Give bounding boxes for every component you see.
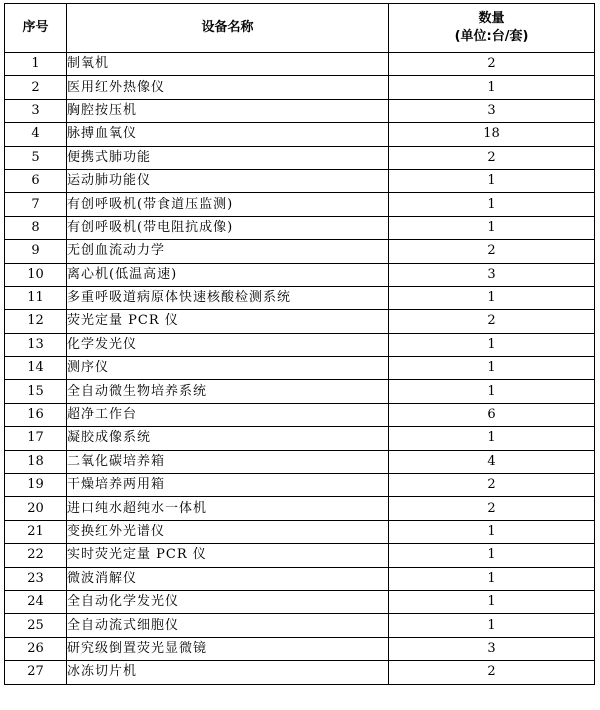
cell-equipment-name: 微波消解仪 bbox=[67, 567, 389, 590]
table-row bbox=[5, 333, 595, 356]
cell-serial-number: 1 bbox=[5, 53, 67, 76]
cell-serial-number: 24 bbox=[5, 590, 67, 613]
cell-quantity: 1 bbox=[389, 193, 595, 216]
cell-equipment-name: 脉搏血氧仪 bbox=[67, 123, 389, 146]
table-row bbox=[5, 520, 595, 543]
table-row bbox=[5, 286, 595, 309]
table-row bbox=[5, 450, 595, 473]
cell-serial-number: 19 bbox=[5, 474, 67, 497]
cell-equipment-name: 无创血流动力学 bbox=[67, 240, 389, 263]
cell-quantity: 1 bbox=[389, 520, 595, 543]
cell-serial-number: 26 bbox=[5, 637, 67, 660]
cell-quantity: 2 bbox=[389, 474, 595, 497]
header-equipment-name: 设备名称 bbox=[67, 4, 389, 53]
cell-quantity: 1 bbox=[389, 380, 595, 403]
cell-quantity: 6 bbox=[389, 403, 595, 426]
cell-serial-number: 6 bbox=[5, 169, 67, 192]
table-row bbox=[5, 403, 595, 426]
table-row bbox=[5, 661, 595, 684]
cell-quantity: 3 bbox=[389, 263, 595, 286]
cell-quantity: 1 bbox=[389, 169, 595, 192]
header-row bbox=[5, 4, 595, 53]
cell-quantity: 1 bbox=[389, 76, 595, 99]
cell-quantity: 1 bbox=[389, 614, 595, 637]
header-quantity-unit: (单位:台/套) bbox=[454, 29, 529, 44]
table-row bbox=[5, 193, 595, 216]
cell-equipment-name: 全自动流式细胞仪 bbox=[67, 614, 389, 637]
table-header bbox=[5, 4, 595, 53]
cell-serial-number: 27 bbox=[5, 661, 67, 684]
cell-serial-number: 9 bbox=[5, 240, 67, 263]
cell-serial-number: 7 bbox=[5, 193, 67, 216]
table-body bbox=[5, 53, 595, 685]
table-row bbox=[5, 427, 595, 450]
cell-serial-number: 2 bbox=[5, 76, 67, 99]
table-row bbox=[5, 123, 595, 146]
cell-equipment-name: 研究级倒置荧光显微镜 bbox=[67, 637, 389, 660]
cell-quantity: 2 bbox=[389, 53, 595, 76]
header-quantity bbox=[389, 4, 595, 53]
cell-serial-number: 13 bbox=[5, 333, 67, 356]
table-row bbox=[5, 497, 595, 520]
cell-equipment-name: 冰冻切片机 bbox=[67, 661, 389, 684]
table-row bbox=[5, 637, 595, 660]
cell-equipment-name: 全自动微生物培养系统 bbox=[67, 380, 389, 403]
cell-serial-number: 15 bbox=[5, 380, 67, 403]
table-row bbox=[5, 567, 595, 590]
cell-serial-number: 5 bbox=[5, 146, 67, 169]
cell-equipment-name: 实时荧光定量 PCR 仪 bbox=[67, 544, 389, 567]
cell-quantity: 2 bbox=[389, 146, 595, 169]
cell-equipment-name: 医用红外热像仪 bbox=[67, 76, 389, 99]
cell-quantity: 1 bbox=[389, 286, 595, 309]
table-row bbox=[5, 310, 595, 333]
cell-serial-number: 14 bbox=[5, 357, 67, 380]
cell-quantity: 3 bbox=[389, 637, 595, 660]
cell-equipment-name: 有创呼吸机(带食道压监测) bbox=[67, 193, 389, 216]
cell-quantity: 2 bbox=[389, 661, 595, 684]
cell-quantity: 2 bbox=[389, 240, 595, 263]
cell-serial-number: 3 bbox=[5, 99, 67, 122]
cell-quantity: 1 bbox=[389, 544, 595, 567]
cell-serial-number: 25 bbox=[5, 614, 67, 637]
cell-serial-number: 8 bbox=[5, 216, 67, 239]
table-row bbox=[5, 614, 595, 637]
cell-equipment-name: 胸腔按压机 bbox=[67, 99, 389, 122]
cell-serial-number: 20 bbox=[5, 497, 67, 520]
cell-serial-number: 22 bbox=[5, 544, 67, 567]
header-quantity-label: 数量 bbox=[478, 11, 505, 26]
cell-serial-number: 11 bbox=[5, 286, 67, 309]
cell-quantity: 4 bbox=[389, 450, 595, 473]
cell-equipment-name: 凝胶成像系统 bbox=[67, 427, 389, 450]
table-row bbox=[5, 216, 595, 239]
cell-equipment-name: 干燥培养两用箱 bbox=[67, 474, 389, 497]
table-row bbox=[5, 169, 595, 192]
table-row bbox=[5, 76, 595, 99]
cell-serial-number: 18 bbox=[5, 450, 67, 473]
cell-equipment-name: 离心机(低温高速) bbox=[67, 263, 389, 286]
cell-quantity: 1 bbox=[389, 590, 595, 613]
table-row bbox=[5, 263, 595, 286]
table-row bbox=[5, 146, 595, 169]
cell-equipment-name: 制氧机 bbox=[67, 53, 389, 76]
table-row bbox=[5, 53, 595, 76]
table-row bbox=[5, 357, 595, 380]
cell-equipment-name: 全自动化学发光仪 bbox=[67, 590, 389, 613]
header-serial-number: 序号 bbox=[5, 4, 67, 53]
cell-equipment-name: 测序仪 bbox=[67, 357, 389, 380]
cell-quantity: 18 bbox=[389, 123, 595, 146]
cell-equipment-name: 荧光定量 PCR 仪 bbox=[67, 310, 389, 333]
table-row bbox=[5, 380, 595, 403]
cell-equipment-name: 超净工作台 bbox=[67, 403, 389, 426]
cell-quantity: 2 bbox=[389, 310, 595, 333]
table-row bbox=[5, 544, 595, 567]
table-row bbox=[5, 474, 595, 497]
cell-quantity: 1 bbox=[389, 216, 595, 239]
cell-equipment-name: 多重呼吸道病原体快速核酸检测系统 bbox=[67, 286, 389, 309]
cell-serial-number: 10 bbox=[5, 263, 67, 286]
cell-serial-number: 12 bbox=[5, 310, 67, 333]
cell-equipment-name: 运动肺功能仪 bbox=[67, 169, 389, 192]
cell-quantity: 1 bbox=[389, 357, 595, 380]
cell-quantity: 1 bbox=[389, 427, 595, 450]
cell-serial-number: 4 bbox=[5, 123, 67, 146]
table-row bbox=[5, 99, 595, 122]
cell-quantity: 1 bbox=[389, 333, 595, 356]
cell-serial-number: 16 bbox=[5, 403, 67, 426]
cell-equipment-name: 进口纯水超纯水一体机 bbox=[67, 497, 389, 520]
cell-equipment-name: 化学发光仪 bbox=[67, 333, 389, 356]
cell-serial-number: 21 bbox=[5, 520, 67, 543]
cell-quantity: 1 bbox=[389, 567, 595, 590]
cell-equipment-name: 便携式肺功能 bbox=[67, 146, 389, 169]
cell-quantity: 3 bbox=[389, 99, 595, 122]
cell-serial-number: 17 bbox=[5, 427, 67, 450]
cell-equipment-name: 变换红外光谱仪 bbox=[67, 520, 389, 543]
cell-equipment-name: 二氧化碳培养箱 bbox=[67, 450, 389, 473]
table-row bbox=[5, 590, 595, 613]
cell-quantity: 2 bbox=[389, 497, 595, 520]
cell-serial-number: 23 bbox=[5, 567, 67, 590]
equipment-table bbox=[4, 3, 595, 685]
table-row bbox=[5, 240, 595, 263]
cell-equipment-name: 有创呼吸机(带电阻抗成像) bbox=[67, 216, 389, 239]
